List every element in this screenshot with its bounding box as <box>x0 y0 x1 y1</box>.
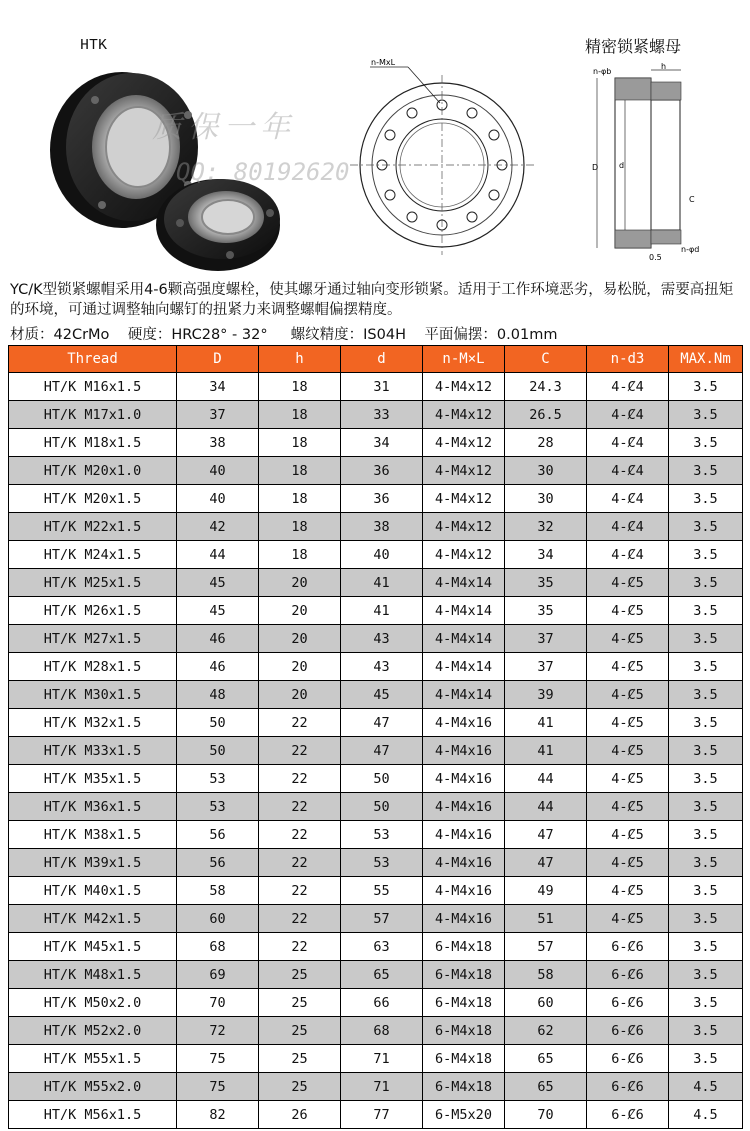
table-cell: 25 <box>259 961 341 989</box>
table-cell: 25 <box>259 1017 341 1045</box>
table-cell: HT/K M35x1.5 <box>9 765 177 793</box>
table-cell: 3.5 <box>669 933 743 961</box>
table-cell: 40 <box>177 457 259 485</box>
table-cell: 4-Ȼ5 <box>587 709 669 737</box>
table-cell: 70 <box>177 989 259 1017</box>
table-cell: HT/K M50x2.0 <box>9 989 177 1017</box>
table-cell: 66 <box>341 989 423 1017</box>
table-cell: 6-M4x18 <box>423 989 505 1017</box>
table-cell: 3.5 <box>669 1017 743 1045</box>
product-description: YC/K型锁紧螺帽采用4-6颗高强度螺栓，使其螺牙通过轴向变形锁紧。适用于工作环境恶劣，易松脱，需要高扭矩的环境，可通过调整轴向螺钉的扭紧力来调整螺帽偏摆精度。 <box>10 282 734 318</box>
table-cell: 42 <box>177 513 259 541</box>
table-cell: 18 <box>259 541 341 569</box>
table-cell: 3.5 <box>669 625 743 653</box>
table-cell: 6-Ȼ6 <box>587 1017 669 1045</box>
table-cell: 4-Ȼ5 <box>587 737 669 765</box>
col-n-d3: n-d3 <box>587 346 669 373</box>
table-cell: 37 <box>505 653 587 681</box>
table-row <box>9 1101 743 1129</box>
table-cell: 3.5 <box>669 905 743 933</box>
table-cell: 4-M4x14 <box>423 625 505 653</box>
table-row <box>9 569 743 597</box>
table-cell: 46 <box>177 653 259 681</box>
table-cell: 53 <box>177 765 259 793</box>
table-cell: 6-Ȼ6 <box>587 933 669 961</box>
table-cell: 4-M4x14 <box>423 653 505 681</box>
col-thread: Thread <box>9 346 177 373</box>
table-header-row <box>9 346 743 373</box>
table-cell: 4-M4x12 <box>423 541 505 569</box>
table-cell: 57 <box>341 905 423 933</box>
watermark-warranty: 质保一年 <box>152 110 296 145</box>
table-cell: 6-Ȼ6 <box>587 1045 669 1073</box>
table-row <box>9 625 743 653</box>
table-cell: 46 <box>177 625 259 653</box>
table-cell: 65 <box>505 1045 587 1073</box>
table-cell: 43 <box>341 653 423 681</box>
table-cell: 22 <box>259 905 341 933</box>
table-cell: HT/K M20x1.5 <box>9 485 177 513</box>
table-cell: 69 <box>177 961 259 989</box>
table-cell: 31 <box>341 373 423 401</box>
table-cell: 18 <box>259 401 341 429</box>
table-cell: HT/K M52x2.0 <box>9 1017 177 1045</box>
table-cell: 20 <box>259 569 341 597</box>
table-cell: 71 <box>341 1073 423 1101</box>
table-cell: 3.5 <box>669 1045 743 1073</box>
col-C: C <box>505 346 587 373</box>
table-cell: 68 <box>177 933 259 961</box>
front-view-drawing <box>350 55 540 260</box>
table-cell: 4-M4x16 <box>423 765 505 793</box>
side-D-label: D <box>592 163 599 172</box>
table-cell: 40 <box>341 541 423 569</box>
table-cell: 3.5 <box>669 429 743 457</box>
table-cell: 53 <box>177 793 259 821</box>
table-row <box>9 1017 743 1045</box>
side-05-label: 0.5 <box>649 253 662 262</box>
table-cell: 44 <box>177 541 259 569</box>
table-cell: 20 <box>259 597 341 625</box>
table-cell: 20 <box>259 681 341 709</box>
table-cell: 47 <box>505 849 587 877</box>
table-cell: 65 <box>341 961 423 989</box>
table-cell: 26 <box>259 1101 341 1129</box>
col-D: D <box>177 346 259 373</box>
table-cell: 41 <box>505 737 587 765</box>
table-cell: 4-Ȼ5 <box>587 849 669 877</box>
table-cell: 6-Ȼ6 <box>587 961 669 989</box>
side-C-label: C <box>689 195 695 204</box>
table-cell: HT/K M42x1.5 <box>9 905 177 933</box>
table-cell: 62 <box>505 1017 587 1045</box>
table-cell: 4-M4x14 <box>423 597 505 625</box>
table-row <box>9 765 743 793</box>
table-cell: HT/K M55x1.5 <box>9 1045 177 1073</box>
table-cell: HT/K M20x1.0 <box>9 457 177 485</box>
table-row <box>9 737 743 765</box>
table-cell: 22 <box>259 737 341 765</box>
table-cell: 4-M4x14 <box>423 681 505 709</box>
table-cell: 36 <box>341 485 423 513</box>
table-cell: 3.5 <box>669 877 743 905</box>
table-cell: HT/K M40x1.5 <box>9 877 177 905</box>
table-cell: 44 <box>505 793 587 821</box>
table-row <box>9 373 743 401</box>
table-cell: HT/K M25x1.5 <box>9 569 177 597</box>
table-cell: 4-Ȼ5 <box>587 625 669 653</box>
table-cell: 38 <box>341 513 423 541</box>
table-cell: 41 <box>341 597 423 625</box>
table-cell: 38 <box>177 429 259 457</box>
table-cell: HT/K M18x1.5 <box>9 429 177 457</box>
table-cell: 37 <box>505 625 587 653</box>
table-cell: 26.5 <box>505 401 587 429</box>
table-cell: HT/K M38x1.5 <box>9 821 177 849</box>
table-cell: HT/K M33x1.5 <box>9 737 177 765</box>
table-cell: 4-Ȼ4 <box>587 541 669 569</box>
side-view-drawing <box>585 60 715 265</box>
table-cell: 3.5 <box>669 541 743 569</box>
table-row <box>9 401 743 429</box>
table-cell: 18 <box>259 457 341 485</box>
table-cell: 53 <box>341 849 423 877</box>
table-cell: 6-M4x18 <box>423 1017 505 1045</box>
table-cell: 37 <box>177 401 259 429</box>
table-cell: 3.5 <box>669 401 743 429</box>
table-cell: 35 <box>505 569 587 597</box>
table-cell: 4-Ȼ4 <box>587 373 669 401</box>
table-cell: 4-M4x14 <box>423 569 505 597</box>
table-row <box>9 877 743 905</box>
table-cell: 40 <box>177 485 259 513</box>
table-row <box>9 793 743 821</box>
table-cell: 25 <box>259 1045 341 1073</box>
table-cell: HT/K M48x1.5 <box>9 961 177 989</box>
table-row <box>9 709 743 737</box>
table-cell: 45 <box>341 681 423 709</box>
table-row <box>9 905 743 933</box>
table-cell: 4-M4x12 <box>423 485 505 513</box>
table-cell: HT/K M30x1.5 <box>9 681 177 709</box>
table-cell: 6-M4x18 <box>423 1045 505 1073</box>
table-cell: 20 <box>259 653 341 681</box>
table-cell: 18 <box>259 373 341 401</box>
table-cell: 22 <box>259 793 341 821</box>
table-cell: 34 <box>505 541 587 569</box>
table-cell: 4-M4x16 <box>423 821 505 849</box>
table-cell: 3.5 <box>669 793 743 821</box>
table-cell: 3.5 <box>669 821 743 849</box>
table-cell: 22 <box>259 849 341 877</box>
table-cell: 4-M4x16 <box>423 737 505 765</box>
table-cell: 47 <box>505 821 587 849</box>
table-cell: 22 <box>259 765 341 793</box>
table-cell: 56 <box>177 849 259 877</box>
table-cell: 60 <box>505 989 587 1017</box>
table-cell: 3.5 <box>669 849 743 877</box>
table-cell: HT/K M45x1.5 <box>9 933 177 961</box>
watermark-qq: QQ: 80192620 <box>176 158 350 186</box>
table-cell: 58 <box>177 877 259 905</box>
table-cell: 39 <box>505 681 587 709</box>
table-row <box>9 457 743 485</box>
table-cell: 3.5 <box>669 485 743 513</box>
table-cell: 4-M4x12 <box>423 429 505 457</box>
col-h: h <box>259 346 341 373</box>
table-cell: 4-M4x12 <box>423 457 505 485</box>
table-cell: 56 <box>177 821 259 849</box>
table-cell: 45 <box>177 597 259 625</box>
table-cell: 22 <box>259 821 341 849</box>
table-cell: 4-M4x12 <box>423 373 505 401</box>
table-cell: 3.5 <box>669 653 743 681</box>
table-cell: 68 <box>341 1017 423 1045</box>
table-cell: 30 <box>505 457 587 485</box>
table-cell: 3.5 <box>669 457 743 485</box>
table-cell: 50 <box>177 709 259 737</box>
table-cell: 4-Ȼ4 <box>587 513 669 541</box>
table-cell: HT/K M26x1.5 <box>9 597 177 625</box>
table-cell: 6-M4x18 <box>423 933 505 961</box>
table-row <box>9 989 743 1017</box>
table-row <box>9 1073 743 1101</box>
drawing-label: 精密锁紧螺母 <box>585 37 682 56</box>
table-cell: 3.5 <box>669 569 743 597</box>
table-cell: 18 <box>259 485 341 513</box>
table-cell: 25 <box>259 989 341 1017</box>
table-cell: HT/K M22x1.5 <box>9 513 177 541</box>
table-row <box>9 485 743 513</box>
table-cell: 49 <box>505 877 587 905</box>
table-cell: 43 <box>341 625 423 653</box>
table-cell: 3.5 <box>669 681 743 709</box>
table-cell: 47 <box>341 709 423 737</box>
table-row <box>9 849 743 877</box>
table-cell: 4-M4x16 <box>423 849 505 877</box>
col-d: d <box>341 346 423 373</box>
table-cell: 4-M4x16 <box>423 877 505 905</box>
table-cell: 45 <box>177 569 259 597</box>
table-cell: 4-Ȼ5 <box>587 821 669 849</box>
table-cell: 6-Ȼ6 <box>587 989 669 1017</box>
table-cell: 6-M4x18 <box>423 1073 505 1101</box>
col-n-mxl: n-M×L <box>423 346 505 373</box>
table-cell: 3.5 <box>669 961 743 989</box>
table-cell: 33 <box>341 401 423 429</box>
table-cell: HT/K M36x1.5 <box>9 793 177 821</box>
table-cell: 53 <box>341 821 423 849</box>
table-cell: 48 <box>177 681 259 709</box>
table-cell: 4-M4x12 <box>423 401 505 429</box>
table-cell: 22 <box>259 709 341 737</box>
table-cell: 6-M4x18 <box>423 961 505 989</box>
table-cell: 57 <box>505 933 587 961</box>
table-cell: 60 <box>177 905 259 933</box>
table-cell: 34 <box>341 429 423 457</box>
table-cell: 50 <box>341 793 423 821</box>
table-cell: 70 <box>505 1101 587 1129</box>
table-cell: 4.5 <box>669 1073 743 1101</box>
table-cell: 72 <box>177 1017 259 1045</box>
table-cell: 77 <box>341 1101 423 1129</box>
table-row <box>9 597 743 625</box>
table-cell: 65 <box>505 1073 587 1101</box>
table-cell: HT/K M55x2.0 <box>9 1073 177 1101</box>
table-cell: 51 <box>505 905 587 933</box>
spec-line: 材质：42CrMo 硬度：HRC28° - 32° 螺纹精度：IS04H 平面偏摆：0.01mm <box>10 327 558 343</box>
table-cell: 4-Ȼ5 <box>587 877 669 905</box>
table-cell: 4-Ȼ5 <box>587 765 669 793</box>
table-cell: 6-Ȼ6 <box>587 1073 669 1101</box>
table-cell: HT/K M17x1.0 <box>9 401 177 429</box>
table-cell: 6-M5x20 <box>423 1101 505 1129</box>
product-label: HTK <box>80 37 108 54</box>
spec-table <box>8 345 743 1129</box>
table-cell: 3.5 <box>669 373 743 401</box>
side-d-label: d <box>619 161 625 170</box>
table-row <box>9 653 743 681</box>
table-row <box>9 821 743 849</box>
table-cell: 22 <box>259 877 341 905</box>
table-cell: 34 <box>177 373 259 401</box>
table-cell: HT/K M27x1.5 <box>9 625 177 653</box>
table-cell: 4-Ȼ5 <box>587 681 669 709</box>
table-cell: 6-Ȼ6 <box>587 1101 669 1129</box>
table-row <box>9 1045 743 1073</box>
table-cell: 28 <box>505 429 587 457</box>
table-cell: 63 <box>341 933 423 961</box>
table-cell: 4-Ȼ5 <box>587 597 669 625</box>
table-cell: 35 <box>505 597 587 625</box>
table-cell: 3.5 <box>669 765 743 793</box>
table-cell: 18 <box>259 513 341 541</box>
table-cell: 41 <box>341 569 423 597</box>
table-cell: 30 <box>505 485 587 513</box>
table-cell: 4-Ȼ4 <box>587 457 669 485</box>
table-row <box>9 961 743 989</box>
table-cell: 4-Ȼ5 <box>587 793 669 821</box>
table-row <box>9 429 743 457</box>
side-n-phib-label: n-φb <box>593 67 612 76</box>
table-cell: 4-Ȼ5 <box>587 569 669 597</box>
table-cell: 4-Ȼ4 <box>587 429 669 457</box>
table-cell: 24.3 <box>505 373 587 401</box>
table-row <box>9 541 743 569</box>
table-cell: 3.5 <box>669 513 743 541</box>
table-cell: 50 <box>177 737 259 765</box>
table-cell: 20 <box>259 625 341 653</box>
front-n-mxl-label: n-MxL <box>371 58 396 67</box>
table-cell: HT/K M28x1.5 <box>9 653 177 681</box>
table-cell: HT/K M24x1.5 <box>9 541 177 569</box>
table-cell: HT/K M39x1.5 <box>9 849 177 877</box>
table-cell: 82 <box>177 1101 259 1129</box>
table-cell: 47 <box>341 737 423 765</box>
header-area <box>0 0 750 278</box>
table-cell: 75 <box>177 1045 259 1073</box>
table-cell: 4-M4x16 <box>423 793 505 821</box>
table-cell: HT/K M16x1.5 <box>9 373 177 401</box>
table-cell: 25 <box>259 1073 341 1101</box>
table-cell: 3.5 <box>669 989 743 1017</box>
table-cell: 3.5 <box>669 737 743 765</box>
table-cell: 4-Ȼ4 <box>587 485 669 513</box>
table-cell: 4-Ȼ5 <box>587 905 669 933</box>
table-cell: 4.5 <box>669 1101 743 1129</box>
table-cell: 41 <box>505 709 587 737</box>
table-cell: 44 <box>505 765 587 793</box>
table-cell: 18 <box>259 429 341 457</box>
table-row <box>9 513 743 541</box>
table-row <box>9 933 743 961</box>
table-cell: 4-Ȼ5 <box>587 653 669 681</box>
table-cell: 3.5 <box>669 709 743 737</box>
table-cell: HT/K M32x1.5 <box>9 709 177 737</box>
table-cell: 4-M4x16 <box>423 905 505 933</box>
table-cell: 50 <box>341 765 423 793</box>
table-cell: 32 <box>505 513 587 541</box>
table-cell: 58 <box>505 961 587 989</box>
table-cell: 75 <box>177 1073 259 1101</box>
table-cell: 36 <box>341 457 423 485</box>
table-cell: 22 <box>259 933 341 961</box>
table-cell: 71 <box>341 1045 423 1073</box>
table-cell: HT/K M56x1.5 <box>9 1101 177 1129</box>
col-max-nm: MAX.Nm <box>669 346 743 373</box>
table-cell: 4-Ȼ4 <box>587 401 669 429</box>
table-cell: 3.5 <box>669 597 743 625</box>
table-cell: 55 <box>341 877 423 905</box>
table-row <box>9 681 743 709</box>
table-cell: 4-M4x16 <box>423 709 505 737</box>
side-h-label: h <box>661 62 667 71</box>
table-cell: 4-M4x12 <box>423 513 505 541</box>
side-n-d-label: n-φd <box>681 245 700 254</box>
